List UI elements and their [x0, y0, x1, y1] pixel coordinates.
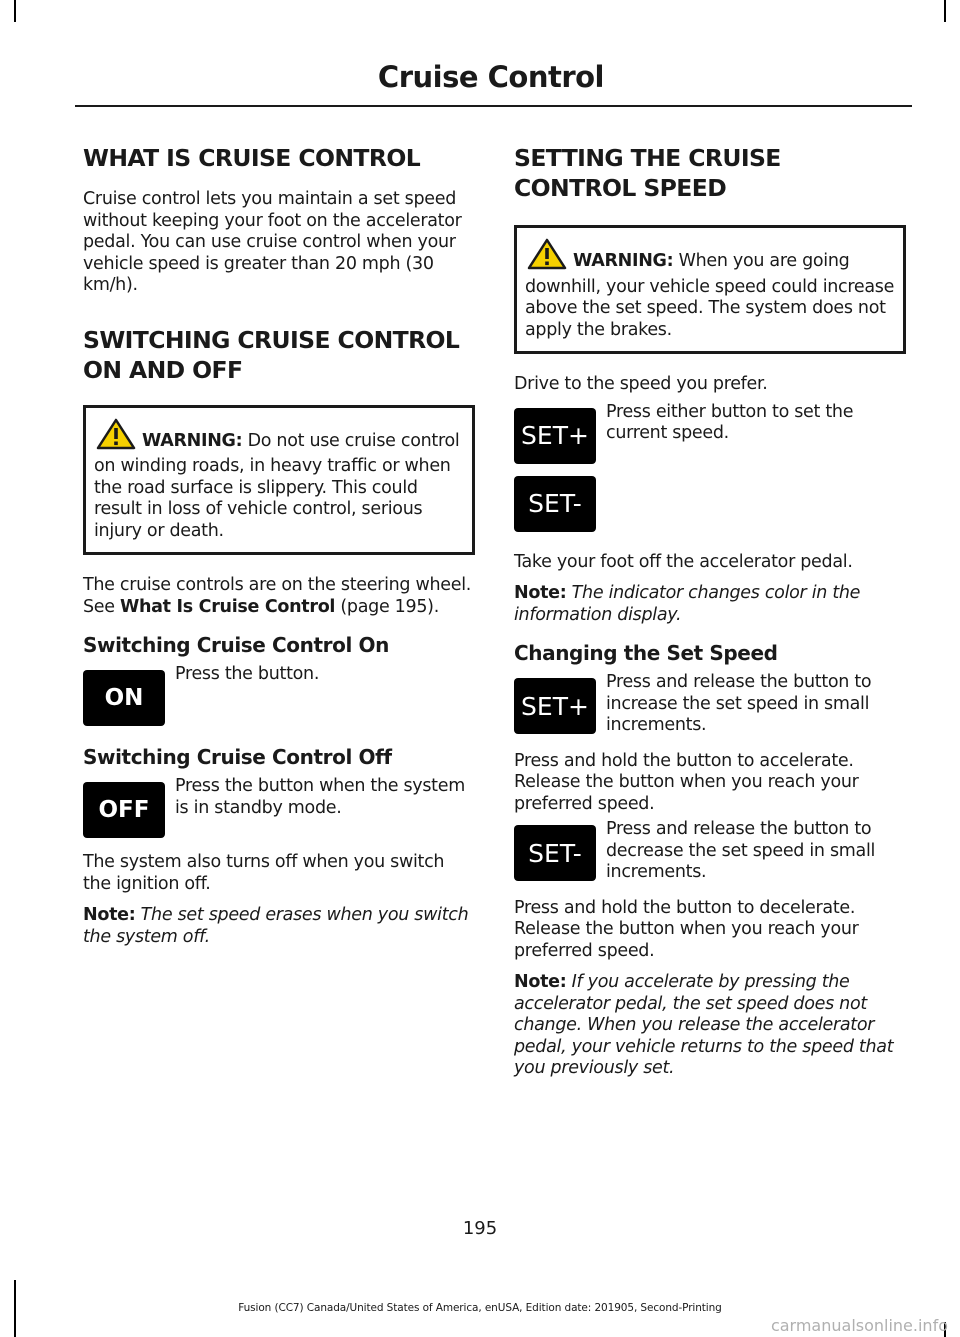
- note: [83, 905, 475, 948]
- note-text: The set speed erases when you switch the system off.: [83, 905, 469, 947]
- on-button-icon: ON: [83, 670, 165, 726]
- page-number: 195: [462, 1218, 498, 1239]
- set-minus-button-icon: SET-: [514, 825, 596, 881]
- warning-label: WARNING:: [573, 251, 674, 271]
- off-button-icon: OFF: [83, 782, 165, 838]
- note-label: Note:: [514, 583, 567, 603]
- text: The cruise controls are on the steering wheel. See: [83, 575, 472, 617]
- warning-box: [83, 405, 475, 556]
- paragraph-steering: [83, 575, 475, 618]
- section-heading-what-is: WHAT IS CRUISE CONTROL: [83, 144, 421, 172]
- crop-mark: [944, 0, 946, 22]
- heading-line-1: SETTING THE CRUISE: [514, 144, 781, 172]
- cross-reference-link[interactable]: What Is Cruise Control: [120, 596, 336, 617]
- crop-mark: [14, 0, 16, 22]
- set-buttons-row: [514, 401, 906, 532]
- off-instruction: Press the button when the system is in standby mode.: [175, 776, 465, 818]
- section-heading-switching: [83, 325, 475, 385]
- note: [514, 972, 906, 1080]
- decrease-instruction: Press and release the button to decrease the set speed in small increments.: [606, 819, 876, 882]
- subheading-on: Switching Cruise Control On: [83, 633, 389, 657]
- paragraph-drive: Drive to the speed you prefer.: [514, 374, 768, 394]
- set-plus-button-icon: SET+: [514, 678, 596, 734]
- set-minus-button-icon: SET-: [514, 476, 596, 532]
- watermark: carmanualsonline.info: [770, 1316, 948, 1335]
- text: (page 195).: [335, 596, 439, 617]
- note-label: Note:: [83, 905, 136, 925]
- warning-text: Do not use cruise control on winding roads, in heavy traffic or when the road surface is slippery. This could result in loss of vehicle control, serious injury or death.: [94, 430, 460, 541]
- decrease-row: [514, 819, 906, 884]
- increase-row: [514, 672, 906, 737]
- set-plus-button-icon: SET+: [514, 408, 596, 464]
- warning-triangle-icon: [527, 238, 567, 277]
- note-text: If you accelerate by pressing the accelerator pedal, the set speed does not change. When you release the accelerator pedal, your vehicle returns to the speed that you previously set.: [514, 972, 894, 1078]
- note: [514, 583, 906, 626]
- left-column: [83, 143, 475, 958]
- header-rule: [75, 105, 912, 107]
- off-button-row: [83, 776, 475, 838]
- subheading-change: Changing the Set Speed: [514, 641, 778, 665]
- paragraph-ignition: The system also turns off when you switch the ignition off.: [83, 852, 445, 894]
- paragraph-foot: Take your foot off the accelerator pedal.: [514, 551, 853, 572]
- warning-triangle-icon: [96, 418, 136, 457]
- subheading-off: Switching Cruise Control Off: [83, 745, 392, 769]
- heading-line-2: CONTROL SPEED: [514, 174, 727, 202]
- increase-instruction: Press and release the button to increase the set speed in small increments.: [606, 672, 872, 735]
- note-text: The indicator changes color in the information display.: [514, 583, 861, 625]
- note-label: Note:: [514, 972, 567, 992]
- on-button-row: [83, 664, 475, 726]
- heading-line-2: ON AND OFF: [83, 355, 243, 384]
- warning-box: [514, 225, 906, 354]
- warning-text: When you are going downhill, your vehicle speed could increase above the set speed. The system does not apply the brakes.: [525, 251, 895, 340]
- paragraph-what-is: Cruise control lets you maintain a set speed without keeping your foot on the accelerator pedal. You can use cruise control when your vehicle speed is greater than 20 mph (30 km/h).: [83, 189, 462, 295]
- edition-line: Fusion (CC7) Canada/United States of America, enUSA, Edition date: 201905, Second-Printing: [238, 1302, 722, 1314]
- paragraph-hold-decelerate: Press and hold the button to decelerate. Release the button when you reach your preferred speed.: [514, 897, 859, 961]
- heading-line-1: SWITCHING CRUISE CONTROL: [83, 325, 460, 354]
- page-header-title: Cruise Control: [377, 60, 604, 94]
- warning-label: WARNING:: [142, 430, 243, 451]
- on-instruction: Press the button.: [175, 664, 320, 684]
- paragraph-hold-accelerate: Press and hold the button to accelerate. Release the button when you reach your preferred speed.: [514, 750, 859, 814]
- set-instruction: Press either button to set the current speed.: [606, 401, 854, 443]
- right-column: [514, 143, 906, 1090]
- section-heading-setting: [514, 143, 906, 203]
